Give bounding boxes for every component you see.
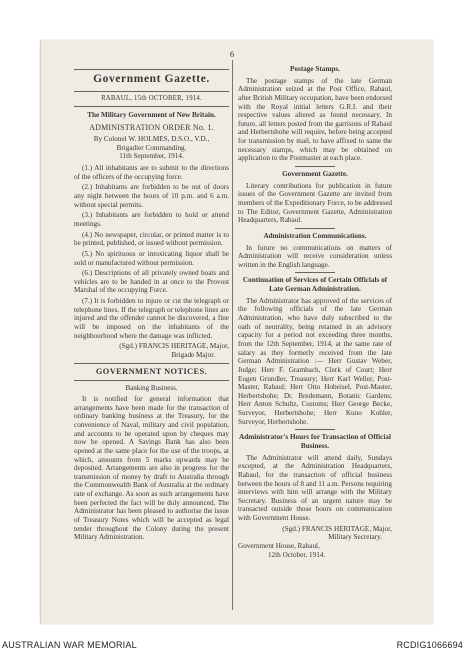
section-rule [295,166,335,167]
order-clause: (2.) Inhabitants are forbidden to be out of doors any night between the hours of 10 p.m. and 6 a.m. without special permits. [74,183,229,209]
order-by-line: By Colonel W. HOLMES, D.S.O., V.D., [93,135,210,144]
order-signature-title: Brigade Major. [171,350,215,359]
postage-text: The postage stamps of the late German Administration seized at the Post Office, Rabaul, after British Military occupation, have been endorsed with the Royal initial letters G.R.I. and their respective values altered as found necessary. In future, all letters posted from the garrisons of Rabaul and Herbertshohe will require, before being accepted for transmission by mail, to have affixed to same the necessary stamps, which may be obtained on application to the Postmaster at each place. [238,76,392,163]
archive-id: RCDIG1066694 [396,640,463,650]
hours-place-date: 12th October, 1914. [268,550,326,559]
section-rule [295,272,335,273]
order-clause: (3.) Inhabitants are forbidden to hold or attend meetings. [74,211,229,228]
order-date: 11th September, 1914. [119,152,184,161]
column-divider [232,60,233,610]
order-signature: (Sgd.) FRANCIS HERITAGE, Major, [119,342,229,351]
gazette-title: Government Gazette. [93,73,210,85]
notices-heading: GOVERNMENT NOTICES. [95,366,208,376]
masthead-rule-lower [74,91,229,92]
order-clause: (6.) Descriptions of all privately owned boats and vehicles are to be handed in at once to the Provost Marshal of the occupying Force. [74,269,229,295]
postage-heading: Postage Stamps. [290,65,340,73]
continuation-text: The Administrator has approved of the services of the following officials of the late German Administration, who have duly subscribed to the oath of neutrality, being retained in an advisory capacity for a period not exceeding three months, from the 12th September, 1914, at the same rate of salary as they formerly received from the late German Administration :— Herr Gustav Weber, Judge; Herr F. Grambach, Clerk of Court; Herr Eugen Grundler, Treasury; Herr Karl Weller, Post-Master, Rabaul; Herr Otto Hobeisel, Post-Master, Herbertshohe; Dr. Bredemann, Botanic Gardens; Herr Anton Schultz, Customs; Herr George Becke, Surveyor, Herbertshohe; Herr Kuno Kohler, Surveyor, Herbertshohe. [238,296,392,426]
archive-credit: AUSTRALIAN WAR MEMORIAL [2,640,137,650]
order-clause: (7.) It is forbidden to injure or cut the telegraph or telephone lines. If the telegraph or telephone lines are injured and the offender cannot be discovered, a fine will be imposed on the inhabitants of the neighbourhood where the damage was inflicted. [74,297,229,340]
dateline-rule [74,106,229,107]
section-rule [295,429,335,430]
notices-rule-lower [74,380,229,381]
banking-heading: Banking Business. [125,383,178,392]
gazette-text: Literary contributions for publication in future issues of the Government Gazette are invited from members of the Expeditionary Force, to be addressed to The Editor, Government Gazette, Administration Headquarters, Rabaul. [238,181,392,225]
right-column [238,62,392,559]
order-title: ADMINISTRATION ORDER No. 1. [89,122,214,132]
gazette-heading: Government Gazette. [282,170,348,179]
communications-heading: Administration Communications. [263,231,367,240]
hours-place: Government House, Rabaul, [238,542,320,551]
hours-signature-title: Military Secretary. [328,533,382,542]
left-column [74,66,229,544]
order-clause: (1.) All inhabitants are to submit to the directions of the officers of the occupying force. [74,164,229,181]
masthead-rule [74,69,229,70]
hours-heading: Administrator's Hours for Transaction of Official Business. [239,433,391,450]
banking-text: It is notified for general information that arrangements have been made for the transaction of ordinary banking business at the Treasury, for the convenience of Naval, military and civil population, and accounts to be operated upon by cheques may now be opened. A Savings Bank has also been opened at the same place for the use of the troops, at which, amounts from 5 marks upwards may be deposited. Arrangements are also in progress for the transmission of money by draft to Australia through the Commonwealth Bank of Australia at the ordinary rate of exchange. As soon as such arrangements have been perfected the fact will be duly announced. The Administrator has been pleased to authorise the issue of Treasury Notes which will be accepted as legal tender throughout the Colony during the present Military Administration. [74,395,229,542]
dateline: RABAUL, 15th OCTOBER, 1914. [101,94,202,102]
page-number: 6 [230,50,234,59]
notices-rule [74,363,229,364]
hours-text: The Administrator will attend daily, Sundays excepted, at the Administration Headquarters, Rabaul, for the transaction of official business between the hours of 8 and 11 a.m. Persons requiring interviews with him will arrange with the Military Secretary. Business of an urgent nature may be transacted outside those hours on communication with Government House. [238,453,392,523]
order-clause: (5.) No spirituous or intoxicating liquor shall be sold or manufactured without permission. [74,249,229,267]
military-government-heading: The Military Government of New Britain. [87,110,216,119]
section-rule [295,228,335,229]
order-by-line-rank: Brigadier Commanding. [116,143,187,152]
communications-text: In future no communications on matters of Administration will receive consideration unless written in the English language. [238,243,392,269]
hours-signature: (Sgd.) FRANCIS HERITAGE, Major, [282,524,392,533]
order-clause: (4.) No newspaper, circular, or printed matter is to be printed, published, or issued without permission. [74,230,229,248]
continuation-heading: Continuation of Services of Certain Officials of Late German Administration. [242,276,388,294]
